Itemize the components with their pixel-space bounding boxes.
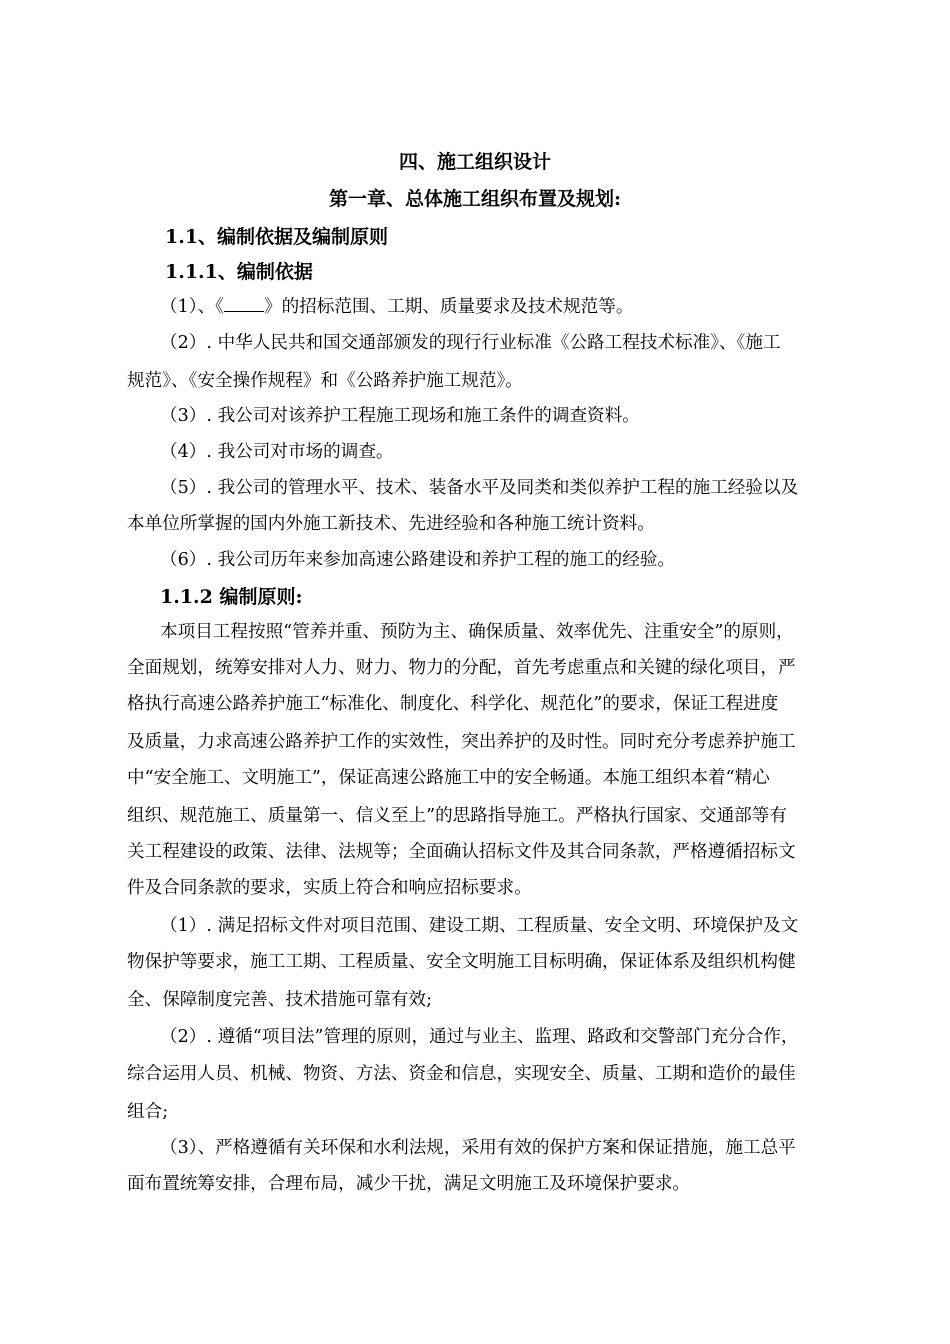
principle-item-2-line-1: （2）. 遵循“项目法”管理的原则，通过与业主、监理、路政和交警部门充分合作， <box>160 1027 799 1047</box>
basis-item-2-line-1: （2）. 中华人民共和国交通部颁发的现行行业标准《公路工程技术标准》、《施工 <box>160 333 781 353</box>
principle-para-line: 关工程建设的政策、法律、法规等；全面确认招标文件及其合同条款，严格遵循招标文 <box>127 842 796 862</box>
principle-para-line: 格执行高速公路养护施工“标准化、制度化、科学化、规范化”的要求，保证工程进度 <box>127 694 779 714</box>
principle-para-line: 及质量，力求高速公路养护工作的实效性，突出养护的及时性。同时充分考虑养护施工 <box>127 732 796 752</box>
principle-para-line: 组织、规范施工、质量第一、信义至上”的思路指导施工。严格执行国家、交通部等有 <box>127 806 787 826</box>
section-heading-1-1: 1.1、编制依据及编制原则 <box>165 226 389 248</box>
principle-para-line: 全面规划，统筹安排对人力、财力、物力的分配，首先考虑重点和关键的绿化项目，严 <box>127 658 796 678</box>
principle-item-1-line-3: 全、保障制度完善、技术措施可靠有效; <box>127 990 433 1010</box>
basis-item-1-prefix: （1）、《 <box>160 297 224 317</box>
principle-item-2-line-2: 综合运用人员、机械、物资、方法、资金和信息，实现安全、质量、工期和造价的最佳 <box>127 1064 796 1084</box>
basis-item-1 <box>160 295 860 319</box>
principle-para-line: 中“安全施工、文明施工”，保证高速公路施工中的安全畅通。本施工组织本着“精心 <box>127 768 770 788</box>
basis-item-5-line-1: （5）. 我公司的管理水平、技术、装备水平及同类和类似养护工程的施工经验以及 <box>160 478 799 498</box>
basis-item-2-line-2: 规范》、《安全操作规程》和《公路养护施工规范》。 <box>127 371 523 391</box>
document-title: 四、施工组织设计 <box>398 151 551 173</box>
section-heading-1-1-1: 1.1.1、编制依据 <box>165 261 313 283</box>
chapter-heading: 第一章、总体施工组织布置及规划: <box>328 188 621 210</box>
section-heading-1-1-2: 1.1.2 编制原则: <box>160 586 303 608</box>
principle-item-3-line-2: 面布置统筹安排，合理布局，减少干扰，满足文明施工及环境保护要求。 <box>127 1174 691 1194</box>
principle-item-2-line-3: 组合; <box>127 1102 169 1122</box>
principle-item-1-line-2: 物保护等要求，施工工期、工程质量、安全文明施工目标明确，保证体系及组织机构健 <box>127 952 796 972</box>
principle-item-3-line-1: （3）、严格遵循有关环保和水利法规，采用有效的保护方案和保证措施，施工总平 <box>160 1138 796 1158</box>
principle-item-1-line-1: （1）. 满足招标文件对项目范围、建设工期、工程质量、安全文明、环境保护及文 <box>160 916 799 936</box>
basis-item-6: （6）. 我公司历年来参加高速公路建设和养护工程的施工的经验。 <box>160 550 676 570</box>
basis-item-1-text: 》的招标范围、工期、质量要求及技术规范等。 <box>263 297 634 317</box>
blank-underline <box>224 295 264 312</box>
basis-item-4: （4）. 我公司对市场的调查。 <box>160 442 394 462</box>
principle-para-line: 件及合同条款的要求，实质上符合和响应招标要求。 <box>127 878 532 898</box>
basis-item-3: （3）. 我公司对该养护工程施工现场和施工条件的调查资料。 <box>160 406 640 426</box>
principle-para-line: 本项目工程按照“管养并重、预防为主、确保质量、效率优先、注重安全”的原则， <box>160 622 794 642</box>
basis-item-5-line-2: 本单位所掌握的国内外施工新技术、先进经验和各种施工统计资料。 <box>127 514 655 534</box>
